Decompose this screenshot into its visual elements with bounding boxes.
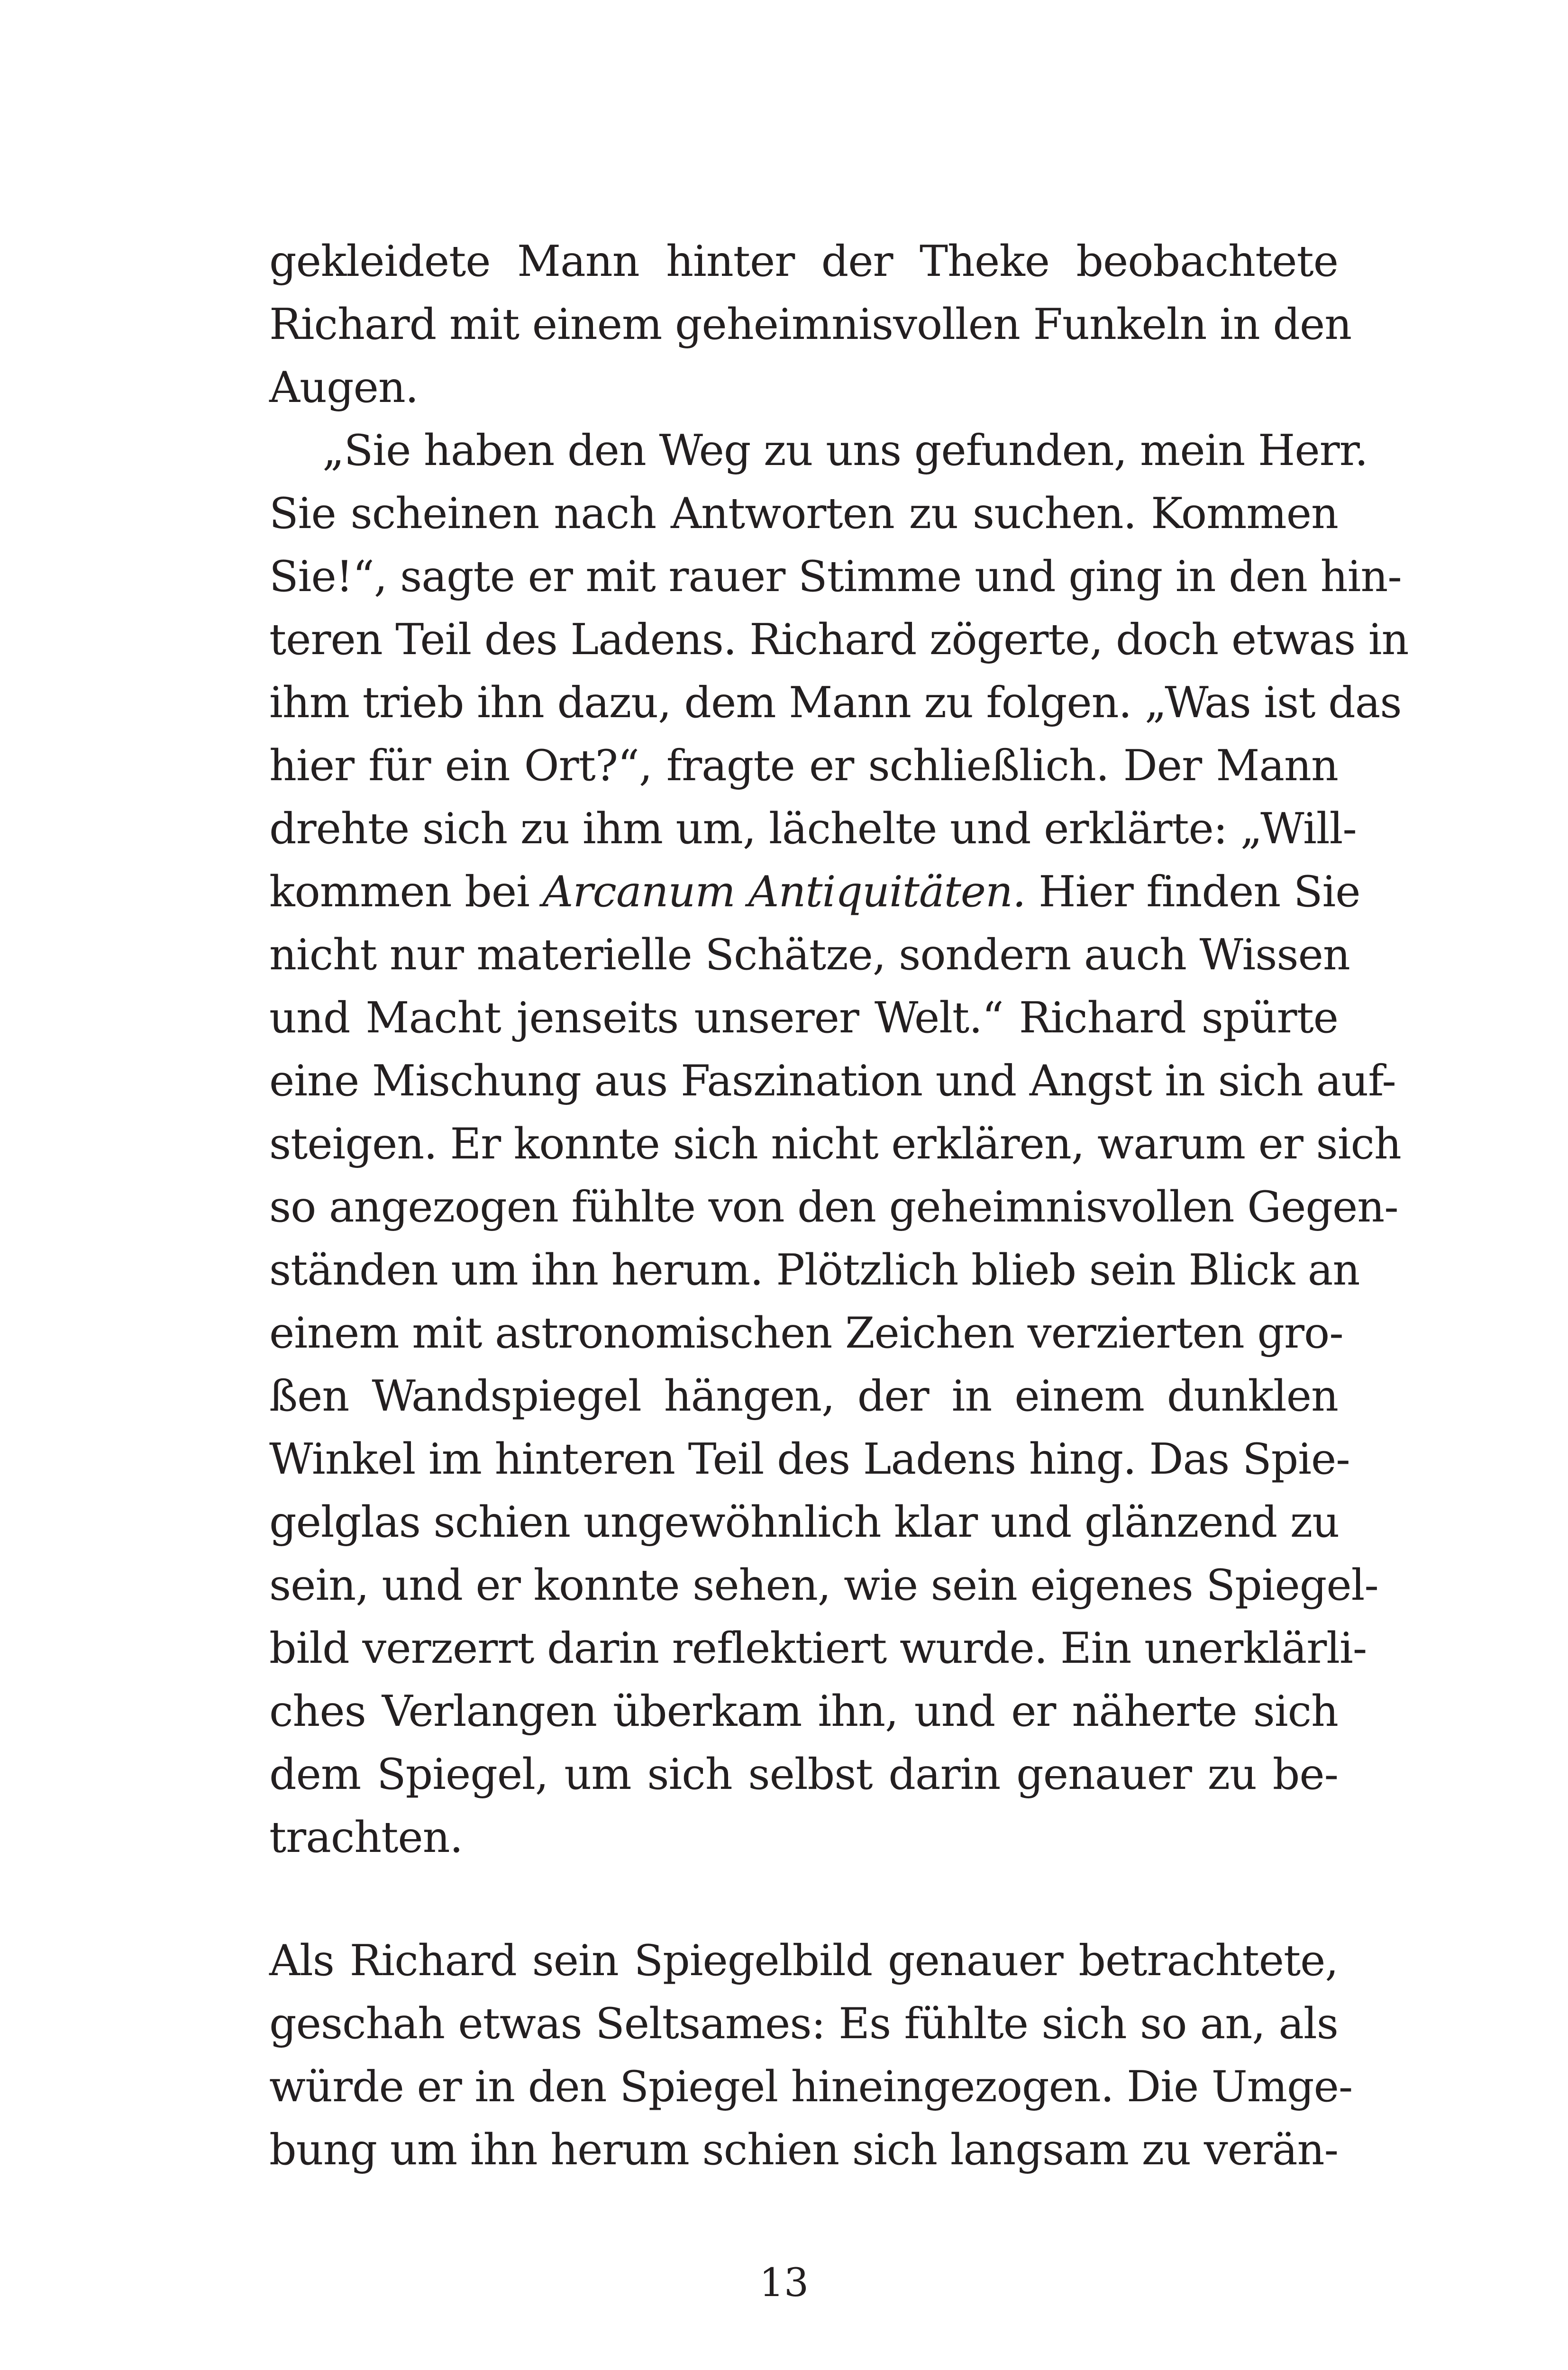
text-line: Als Richard sein Spiegelbild genauer betrachtete, bbox=[269, 1936, 1338, 1986]
text-line: Richard mit einem geheimnisvollen Funkeln in den bbox=[269, 300, 1352, 349]
text-line: Augen. bbox=[269, 363, 419, 412]
text-line: ches Verlangen überkam ihn, und er näherte sich bbox=[269, 1686, 1338, 1736]
text-line: teren Teil des Ladens. Richard zögerte, doch etwas in bbox=[269, 615, 1409, 665]
text-line: trachten. bbox=[269, 1813, 463, 1862]
text-line: so angezogen fühlte von den geheimnisvollen Gegen- bbox=[269, 1182, 1398, 1232]
text-line: geschah etwas Seltsames: Es fühlte sich so an, als bbox=[269, 1999, 1338, 2049]
page-number: 13 bbox=[759, 2261, 809, 2306]
paragraph-3 bbox=[269, 1929, 1353, 2181]
text-line: gekleidete Mann hinter der Theke beobachtete bbox=[269, 237, 1338, 286]
text-block-lower bbox=[269, 1929, 1353, 2181]
text-segment: kommen bei bbox=[269, 867, 543, 917]
text-segment: Hier finden Sie bbox=[1025, 867, 1360, 917]
text-line: ßen Wandspiegel hängen, der in einem dunklen bbox=[269, 1371, 1338, 1421]
text-line: ständen um ihn herum. Plötzlich blieb sein Blick an bbox=[269, 1245, 1360, 1295]
text-line: ihm trieb ihn dazu, dem Mann zu folgen. „Was ist das bbox=[269, 678, 1402, 728]
paragraph-1 bbox=[269, 230, 1352, 419]
text-line: Sie scheinen nach Antworten zu suchen. Kommen bbox=[269, 489, 1338, 538]
paragraph-2 bbox=[269, 419, 1409, 1869]
text-line: bild verzerrt darin reflektiert wurde. Ein unerklärli- bbox=[269, 1623, 1367, 1673]
italic-shop-name: Arcanum Antiquitäten. bbox=[542, 867, 1026, 917]
text-line: bung um ihn herum schien sich langsam zu verän- bbox=[269, 2125, 1338, 2175]
text-line: einem mit astronomischen Zeichen verzierten gro- bbox=[269, 1308, 1343, 1358]
text-line: gelglas schien ungewöhnlich klar und glänzend zu bbox=[269, 1497, 1340, 1547]
text-line: würde er in den Spiegel hineingezogen. Die Umge- bbox=[269, 2062, 1353, 2112]
text-line: nicht nur materielle Schätze, sondern auch Wissen bbox=[269, 930, 1350, 980]
text-line: dem Spiegel, um sich selbst darin genauer zu be- bbox=[269, 1750, 1338, 1799]
text-line: Sie!“, sagte er mit rauer Stimme und ging in den hin- bbox=[269, 552, 1402, 602]
text-line: eine Mischung aus Faszination und Angst in sich auf- bbox=[269, 1056, 1396, 1106]
text-line: hier für ein Ort?“, fragte er schließlich. Der Mann bbox=[269, 741, 1338, 791]
text-line-with-italic bbox=[269, 860, 1360, 923]
text-line: Winkel im hinteren Teil des Ladens hing. Das Spie- bbox=[269, 1434, 1350, 1484]
text-block-upper bbox=[269, 230, 1409, 1869]
text-line: „Sie haben den Weg zu uns gefunden, mein Herr. bbox=[322, 426, 1368, 475]
text-line: drehte sich zu ihm um, lächelte und erklärte: „Will- bbox=[269, 804, 1357, 854]
text-line: sein, und er konnte sehen, wie sein eigenes Spiegel- bbox=[269, 1560, 1378, 1610]
text-line: steigen. Er konnte sich nicht erklären, warum er sich bbox=[269, 1119, 1401, 1169]
text-line: und Macht jenseits unserer Welt.“ Richard spürte bbox=[269, 993, 1338, 1043]
